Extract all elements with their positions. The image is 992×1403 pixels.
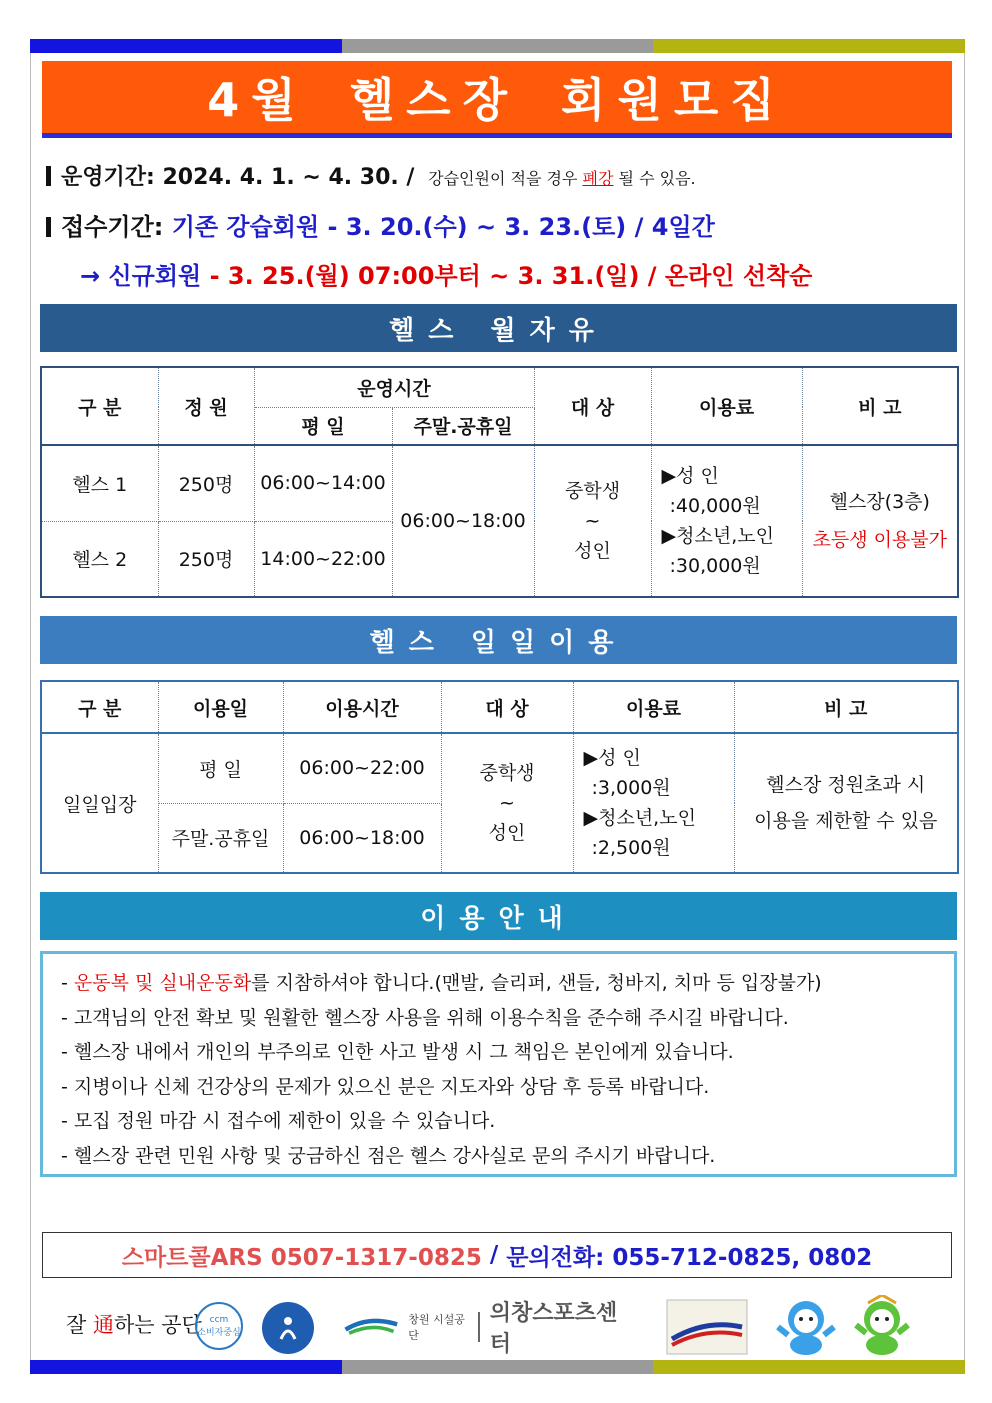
new-member-label: → 신규회원 <box>80 262 202 290</box>
swoosh-icon <box>342 1312 404 1342</box>
contact-separator: / <box>481 1242 507 1268</box>
top-color-stripe <box>30 39 965 53</box>
certification-logo-icon <box>666 1299 748 1355</box>
mascot-blue-icon <box>772 1295 840 1357</box>
target-line: 성인 <box>488 822 526 844</box>
period-note: 강습인원이 적을 경우 폐강 될 수 있음. <box>428 169 696 188</box>
header-target: 대 상 <box>441 681 573 733</box>
fee-cell <box>651 445 802 597</box>
center-name: 의창스포츠센터 <box>489 1301 618 1357</box>
note-warning: 초등생 이용불가 <box>812 529 948 551</box>
fee-adult-label: ▶성 인 <box>583 747 641 769</box>
corporation-logo <box>342 1301 622 1357</box>
operation-period-line <box>46 160 696 191</box>
corp-name: 창원 시설공단 <box>408 1313 465 1342</box>
header-category: 구 분 <box>41 681 158 733</box>
title-banner <box>42 61 952 138</box>
new-member-line <box>80 256 812 291</box>
phone-number: 문의전화: 055-712-0825, 0802 <box>506 1244 873 1271</box>
daily-time: 06:00~18:00 <box>283 803 441 873</box>
ccm-logo: ccm 소비자중심 <box>195 1302 243 1350</box>
guide-section-header: 이용안내 <box>40 892 957 940</box>
guide-item: - 지병이나 신체 건강상의 문제가 있으신 분은 지도자와 상담 후 등록 바랍니다. <box>61 1075 710 1098</box>
row-capacity: 250명 <box>158 521 254 597</box>
header-hours: 운영시간 <box>254 367 534 407</box>
header-time: 이용시간 <box>283 681 441 733</box>
header-fee: 이용료 <box>573 681 734 733</box>
reg-label: 접수기간: <box>61 213 164 241</box>
guide-item: - 헬스장 관련 민원 사항 및 궁금하신 점은 헬스 강사실로 문의 주시기 바랍니다. <box>61 1144 716 1167</box>
row-capacity: 250명 <box>158 445 254 521</box>
fee-youth-label: ▶청소년,노인 <box>661 525 774 547</box>
stripe-gray <box>342 1360 654 1374</box>
cancel-word: 폐강 <box>582 169 614 188</box>
stripe-gray <box>342 39 654 53</box>
monthly-section-header: 헬스 월자유 <box>40 304 957 352</box>
stripe-blue <box>30 1360 342 1374</box>
note-line: 헬스장 정원초과 시 <box>766 774 926 796</box>
period-label: 운영기간: <box>61 165 155 190</box>
target-cell <box>441 733 573 873</box>
target-line: 중학생 <box>564 480 621 502</box>
guide-item: - 헬스장 내에서 개인의 부주의로 인한 사고 발생 시 그 책임은 본인에게 있습니다. <box>61 1041 734 1063</box>
note-cell <box>802 445 958 597</box>
stripe-olive <box>653 39 965 53</box>
page-title: 4월 헬스장 회원모집 <box>207 73 787 127</box>
header-weekend: 주말.공휴일 <box>392 407 534 445</box>
header-note: 비 고 <box>734 681 958 733</box>
row-weekday-time: 14:00~22:00 <box>254 521 392 597</box>
row-name: 헬스 1 <box>41 445 158 521</box>
guide-item: - 고객님의 안전 확보 및 원활한 헬스장 사용을 위해 이용수칙을 준수해 주시길 바랍니다. <box>61 1006 789 1029</box>
fee-adult-value: :40,000원 <box>669 495 761 517</box>
guide-item: - 모집 정원 마감 시 접수에 제한이 있을 수 있습니다. <box>61 1110 496 1132</box>
target-line: ~ <box>499 792 515 814</box>
fee-adult-label: ▶성 인 <box>661 465 719 487</box>
contact-box <box>42 1232 952 1278</box>
fee-cell <box>573 733 734 873</box>
fee-youth-value: :2,500원 <box>591 837 671 859</box>
logo-divider <box>478 1312 480 1342</box>
weekend-time: 06:00~18:00 <box>392 445 534 597</box>
reg-existing: 기존 강습회원 - 3. 20.(수) ~ 3. 23.(토) / 4일간 <box>171 213 715 241</box>
bullet-bar <box>46 217 51 237</box>
stripe-blue <box>30 39 342 53</box>
target-line: ~ <box>584 510 601 532</box>
daily-time: 06:00~22:00 <box>283 733 441 803</box>
header-capacity: 정 원 <box>158 367 254 445</box>
note-line: 이용을 제한할 수 있음 <box>754 810 938 832</box>
target-line: 중학생 <box>479 762 535 784</box>
daily-category: 일일입장 <box>41 733 158 873</box>
footer <box>30 1295 965 1357</box>
ars-number: 스마트콜ARS 0507-1317-0825 <box>121 1244 482 1271</box>
note-cell <box>734 733 958 873</box>
registration-period-line <box>46 207 715 242</box>
note-line: 헬스장(3층) <box>829 491 930 513</box>
daily-table <box>40 680 959 874</box>
target-line: 성인 <box>574 540 611 562</box>
row-weekday-time: 06:00~14:00 <box>254 445 392 521</box>
header-note: 비 고 <box>802 367 958 445</box>
fee-youth-label: ▶청소년,노인 <box>583 807 696 829</box>
daily-day: 평 일 <box>158 733 283 803</box>
period-value: 2024. 4. 1. ~ 4. 30. / <box>162 165 415 190</box>
slogan-accent: 通 <box>92 1313 114 1337</box>
person-icon <box>273 1313 303 1343</box>
bullet-bar <box>46 166 51 186</box>
fee-youth-value: :30,000원 <box>669 555 761 577</box>
header-day: 이용일 <box>158 681 283 733</box>
human-rights-logo <box>262 1302 314 1354</box>
row-name: 헬스 2 <box>41 521 158 597</box>
bottom-color-stripe <box>30 1360 965 1374</box>
new-member-value: - 3. 25.(월) 07:00부터 ~ 3. 31.(일) / 온라인 선착순 <box>209 262 813 290</box>
header-fee: 이용료 <box>651 367 802 445</box>
header-category: 구 분 <box>41 367 158 445</box>
guide-item: - 운동복 및 실내운동화를 지참하셔야 합니다.(맨발, 슬리퍼, 샌들, 청바지, 치마 등 입장불가) <box>61 972 822 994</box>
header-target: 대 상 <box>534 367 651 445</box>
slogan: 잘 通하는 공단 <box>66 1313 202 1337</box>
header-weekday: 평 일 <box>254 407 392 445</box>
daily-day: 주말.공휴일 <box>158 803 283 873</box>
monthly-table <box>40 366 959 598</box>
target-cell <box>534 445 651 597</box>
daily-section-header: 헬스 일일이용 <box>40 616 957 664</box>
required-attire: 운동복 및 실내운동화 <box>73 972 252 994</box>
guide-list <box>40 951 957 1177</box>
mascot-green-icon <box>848 1295 916 1357</box>
stripe-olive <box>653 1360 965 1374</box>
fee-adult-value: :3,000원 <box>591 777 671 799</box>
